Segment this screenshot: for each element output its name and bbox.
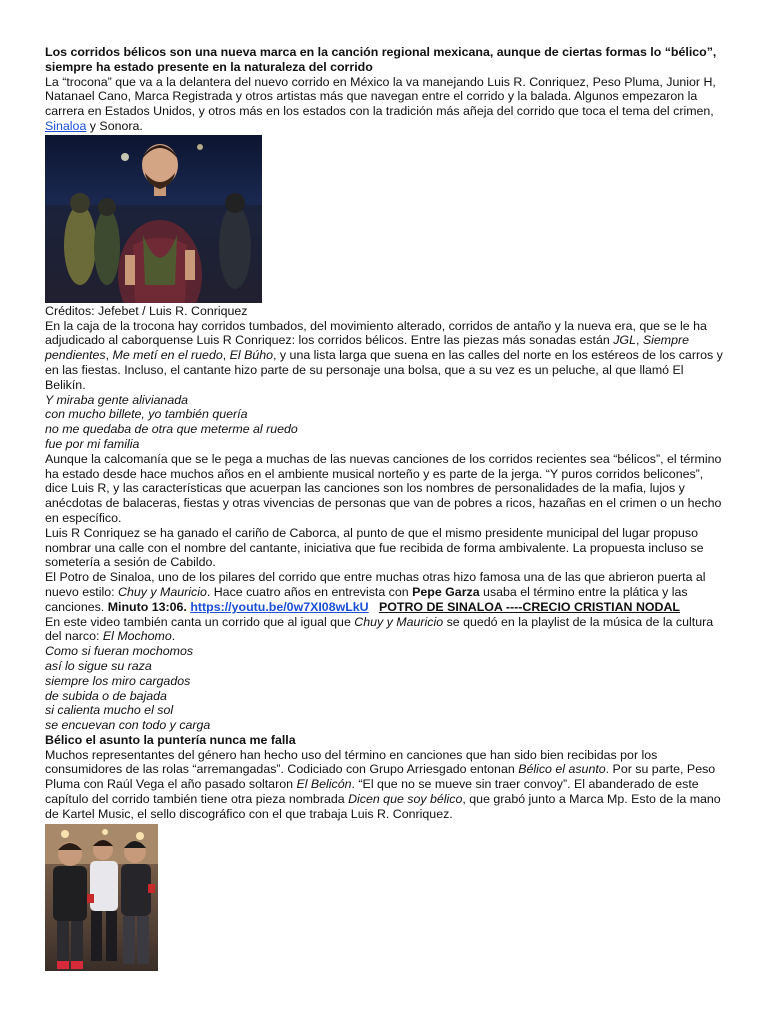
song-title-el-belicon: El Belicón — [296, 777, 352, 792]
paragraph-intro: La “trocona” que va a la delantera del nuevo corrido en México la va manejando Luis R. Conriquez, Peso Pluma, Junior H, Natanael Cano, Marca Registrada y otros artistas más que navegan entre el corrido y la balada. Algunos empezaron la carrera en Estados Unidos, y otros más en los estados con la tradición más añeja del corrido que toca el tema del crimen, Sinaloa y Sonora. — [45, 74, 716, 133]
timestamp-minuto: Minuto 13:06. — [107, 599, 187, 614]
group-photo — [45, 824, 158, 971]
paragraph-representantes: Muchos representantes del género han hecho uso del término en canciones que han sido bien recibidas por los consumidores de las rolas “arremangadas”. Codiciado con Grupo Arriesgado entonan Bélico el asunto. Por su parte, Peso Pluma con Raúl Vega el año pasado soltaron El Belicón. “El que no se mueve sin traer convoy”. El abanderado de este capítulo del corrido también tiene otra pieza nombrada Dicen que soy bélico, que grabó junto a Marca Mp. Esto de la mano de Kartel Music, el sello discográfico con el que trabaja Luis R. Conriquez. — [45, 747, 721, 821]
lyric-line: fue por mi familia — [45, 436, 140, 451]
song-title-el-buho: El Búho — [229, 348, 274, 363]
video-title-potro: POTRO DE SINALOA ----CRECIO CRISTIAN NODAL — [378, 599, 681, 614]
lyric-line: así lo sigue su raza — [45, 658, 152, 673]
song-title-me-meti: Me metí en el ruedo — [112, 348, 223, 363]
name-pepe-garza: Pepe Garza — [412, 584, 480, 599]
song-title-dicen-que-soy-belico: Dicen que soy bélico — [348, 792, 463, 807]
article-body — [45, 45, 725, 971]
lyrics-verse-2 — [45, 644, 725, 733]
lyric-line: Y miraba gente alivianada — [45, 392, 189, 407]
song-title-belico-el-asunto: Bélico el asunto — [518, 762, 606, 777]
paragraph-mochomo: En este video también canta un corrido que al igual que Chuy y Mauricio se quedó en la playlist de la música de la cultura del narco: El Mochomo. — [45, 614, 714, 644]
lyrics-verse-1 — [45, 393, 725, 452]
lyric-line: se encuevan con todo y carga — [45, 718, 211, 733]
song-title-chuy-y-mauricio: Chuy y Mauricio — [118, 584, 207, 599]
song-title-chuy-y-mauricio-2: Chuy y Mauricio — [354, 614, 444, 629]
youtube-link[interactable]: https://youtu.be/0w7XI08wLkU — [190, 599, 369, 614]
article-headline: Los corridos bélicos son una nueva marca en la canción regional mexicana, aunque de ciertas formas lo “bélico”, siempre ha estado presente en la naturaleza del corrido — [45, 45, 717, 74]
song-title-el-mochomo: El Mochomo — [102, 629, 172, 644]
luis-r-conriquez-photo — [45, 135, 262, 303]
paragraph-caborca: Luis R Conriquez se ha ganado el cariño de Caborca, al punto de que el mismo presidente municipal del lugar propuso nombrar una calle con el nombre del cantante, iniciativa que fue recibida de forma ambivalente. La propuesta incluso se sometería a sesión de Cabildo. — [45, 525, 704, 570]
lyric-line: con mucho billete, yo también quería — [45, 407, 248, 422]
song-title-siempre-pendientes: Siempre pendientes — [45, 333, 689, 363]
lyric-line: de subida o de bajada — [45, 688, 167, 703]
paragraph-calcomania: Aunque la calcomanía que se le pega a muchas de las nuevas canciones de los corridos recientes sea “bélicos”, el término ha estado desde hace muchos años en el ambiente musical norteño y es parte de la jerga. “Y puros corridos belicones”, dice Luis R, y las características que acuerpan las canciones son los nombres de personalidades de la mafia, lujos y anécdotas de balaceras, fiestas y otras vivencias de personas que van de pobres a ricos, hazañas en el crimen o un hecho en específico. — [45, 451, 722, 525]
photo-credit: Créditos: Jefebet / Luis R. Conriquez — [45, 303, 248, 318]
section-subheading: Bélico el asunto la puntería nunca me falla — [45, 732, 296, 747]
paragraph-trocona: En la caja de la trocona hay corridos tumbados, del movimiento alterado, corridos de antaño y la nueva era, que se le ha adjudicado al caborquense Luis R Conriquez: los corridos bélicos. Entre las piezas más sonadas están JGL, Siempre pendientes, Me metí en el ruedo, El Búho, y una lista larga que suena en las calles del norte en los estéreos de los carros y en las fiestas. Incluso, el cantante hizo parte de su personaje una bolsa, que a su vez es un peluche, al que llamó El Belikín. — [45, 318, 723, 392]
sinaloa-link[interactable]: Sinaloa — [45, 118, 87, 133]
paragraph-potro: El Potro de Sinaloa, uno de los pilares del corrido que entre muchas otras hizo famosa una de las que abrieron puerta al nuevo estilo: Chuy y Mauricio. Hace cuatro años en entrevista con Pepe Garza usaba el término entre la plática y las canciones. Minuto 13:06. https://youtu.be/0w7XI08wLkU POTRO DE SINALOA ----CRECIO CRISTIAN NODAL — [45, 570, 706, 614]
lyric-line: siempre los miro cargados — [45, 673, 191, 688]
lyric-line: si calienta mucho el sol — [45, 703, 174, 718]
song-title-jgl: JGL — [613, 333, 636, 348]
lyric-line: Como si fueran mochomos — [45, 644, 194, 659]
lyric-line: no me quedaba de otra que meterme al ruedo — [45, 422, 298, 437]
